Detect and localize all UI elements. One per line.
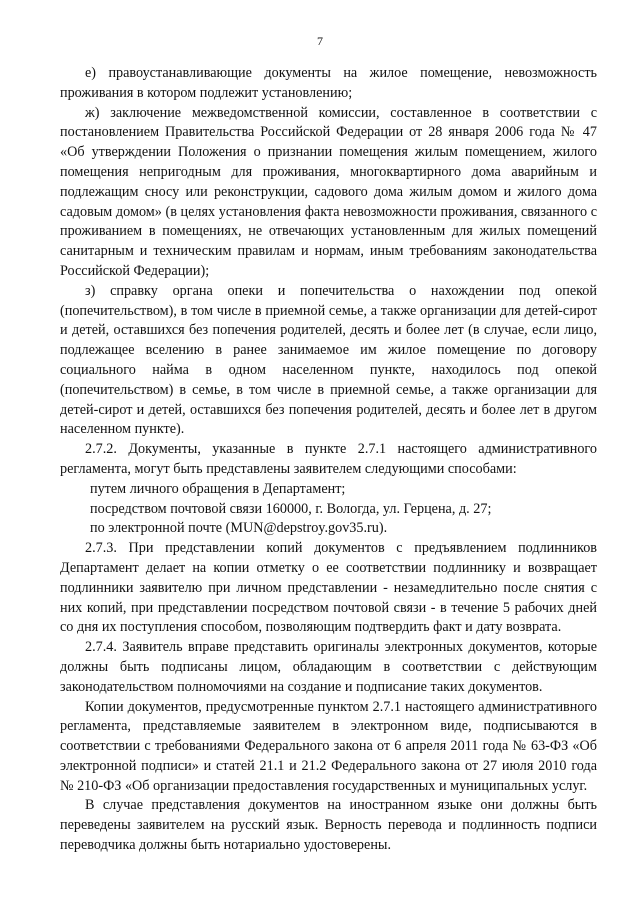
submission-method-personal: путем личного обращения в Департамент; [90, 480, 346, 497]
page-number: 7 [317, 34, 323, 48]
paragraph-2-7-2: 2.7.2. Документы, указанные в пункте 2.7.1 настоящего административного регламента, могут быть представлены заявителем следующими способами: [60, 441, 597, 477]
paragraph-zh: ж) заключение межведомственной комиссии, составленное в соответствии с постановлением Правительства Российской Федерации от 28 января 2006 года № 47 «Об утверждении Положения о признании помещения жилым помещением, жилого помещения непригодным для проживания, многоквартирного дома аварийным и подлежащим сносу или реконструкции, садового дома жилым домом и жилого дома садовым домом» (в целях установления факта невозможности проживания, связанного с проживанием в помещениях, не отвечающих установленным для жилых помещений санитарным и техническим правилам и нормам, иным требованиям законодательства Российской Федерации); [60, 104, 597, 279]
document-body [60, 64, 597, 856]
submission-method-post: посредством почтовой связи 160000, г. Вологда, ул. Герцена, д. 27; [90, 500, 492, 517]
paragraph-z: з) справку органа опеки и попечительства о нахождении под опекой (попечительством), в том числе в приемной семье, а также организации для детей-сирот и детей, оставшихся без попечения родителей, десять и более лет (в случае, если лицо, подлежащее вселению в ранее занимаемое им жилое помещение по договору социального найма в одном населенном пункте, находилось под опекой (попечительством) в семье, в том числе в приемной семье, а также организации для детей-сирот и детей, оставшихся без попечения родителей, десять и более лет в другом населенном пункте). [60, 282, 597, 438]
paragraph-2-7-4: 2.7.4. Заявитель вправе представить оригиналы электронных документов, которые должны быть подписаны лицом, обладающим в соответствии с действующим законодательством полномочиями на создание и подписание таких документов. [60, 639, 597, 695]
paragraph-foreign-language: В случае представления документов на иностранном языке они должны быть переведены заявителем на русский язык. Верность перевода и подлинность подписи переводчика должны быть нотариально удостоверены. [60, 797, 597, 854]
paragraph-copies: Копии документов, предусмотренные пунктом 2.7.1 настоящего административного регламента, представляемые заявителем в электронном виде, подписываются в соответствии с требованиями Федерального закона от 6 апреля 2011 года № 63-ФЗ «Об электронной подписи» и статей 21.1 и 21.2 Федерального закона от 27 июля 2010 года № 210-ФЗ «Об организации предоставления государственных и муниципальных услуг. [60, 698, 597, 794]
paragraph-2-7-3: 2.7.3. При представлении копий документов с предъявлением подлинников Департамент делает на копии отметку о ее соответствии подлиннику и возвращает подлинники заявителю при личном представлении - незамедлительно после снятия с них копий, при представлении посредством почтовой связи - в течение 5 рабочих дней со дня их поступления способом, позволяющим подтвердить факт и дату возврата. [60, 540, 597, 636]
paragraph-e: е) правоустанавливающие документы на жилое помещение, невозможность проживания в котором подлежит установлению; [60, 65, 597, 101]
submission-method-email: по электронной почте (MUN@depstroy.gov35.ru). [90, 520, 388, 537]
